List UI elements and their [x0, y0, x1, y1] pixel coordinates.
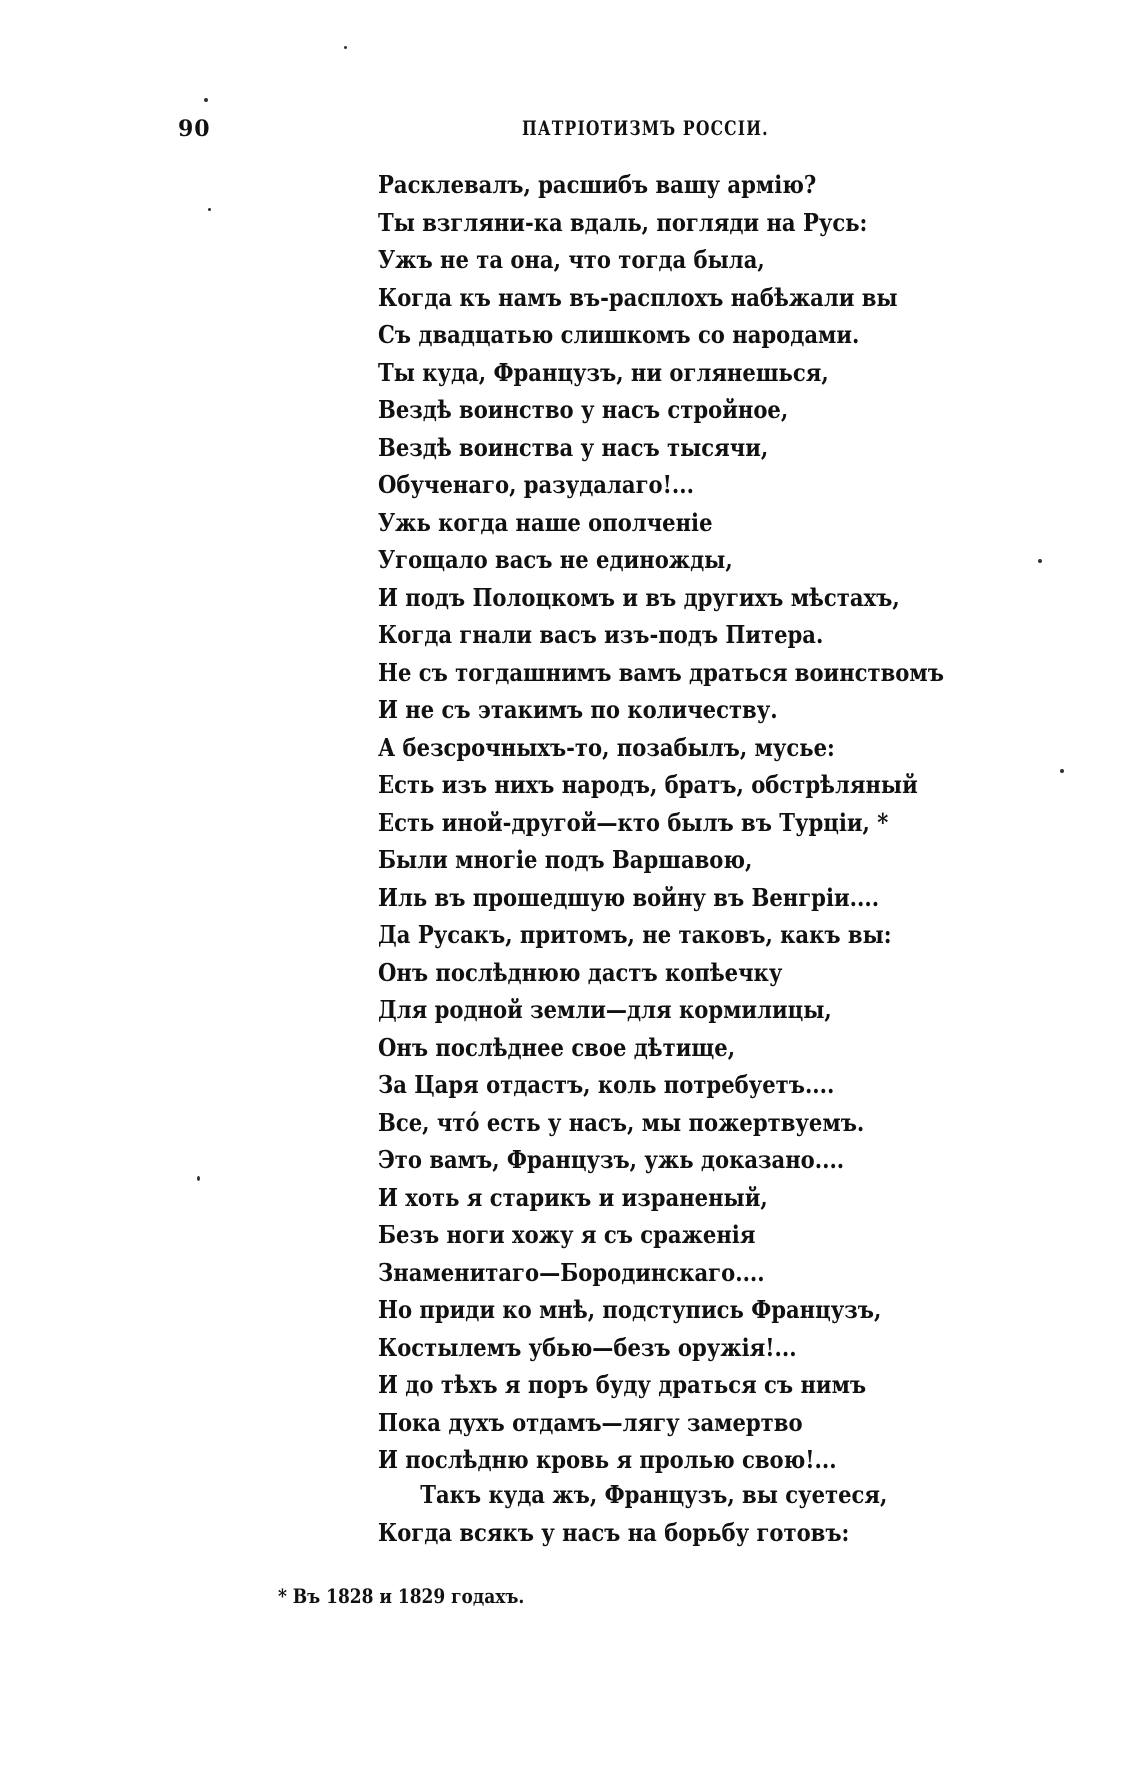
ink-speck: [344, 46, 347, 49]
ink-speck: [1038, 559, 1042, 563]
verse-line: Вездѣ воинство у насъ стройное,: [378, 395, 789, 424]
verse-line: Когда всякъ у насъ на борьбу готовъ:: [378, 1517, 850, 1547]
verse-line: Все, что́ есть у насъ, мы пожертвуемъ.: [378, 1107, 865, 1137]
verse-line: Ты куда, Французъ, ни оглянешься,: [378, 357, 829, 387]
verse-line: Ужъ не та она, что тогда была,: [378, 245, 765, 274]
footnote: * Въ 1828 и 1829 годахъ.: [278, 1584, 525, 1608]
verse-line: Костылемъ убью—безъ оружія!...: [378, 1332, 797, 1362]
ink-speck: [204, 98, 208, 102]
verse-line: Безъ ноги хожу я съ сраженія: [378, 1220, 756, 1249]
verse-line: Пока духъ отдамъ—лягу замертво: [378, 1407, 803, 1437]
verse-line: Онъ послѣднее свое дѣтище,: [378, 1032, 736, 1062]
verse-line: Иль въ прошедшую войну въ Венгріи....: [378, 882, 880, 912]
verse-line: Когда къ намъ въ-расплохъ набѣжали вы: [378, 282, 898, 312]
stanza: [378, 1476, 957, 1551]
verse-line: Есть иной-другой—кто былъ въ Турціи, *: [378, 807, 889, 837]
verse-line: И хоть я старикъ и израненый,: [378, 1182, 768, 1212]
verse-line: Угощало васъ не единожды,: [378, 545, 733, 574]
verse-line: Онъ послѣднюю дастъ копѣечку: [378, 957, 783, 987]
verse-line: И до тѣхъ я поръ буду драться съ нимъ: [378, 1370, 867, 1399]
verse-line: Да Русакъ, притомъ, не таковъ, какъ вы:: [378, 920, 892, 949]
page-number: 90: [178, 116, 211, 142]
verse-line: За Царя отдастъ, коль потребуетъ....: [378, 1070, 835, 1099]
running-title: ПАТРІОТИЗМЪ РОССІИ.: [522, 116, 769, 140]
ink-speck: [1060, 769, 1064, 773]
verse-line: А безсрочныхъ-то, позабылъ, мусье:: [378, 732, 835, 762]
verse-line: Для родной земли—для кормилицы,: [378, 995, 832, 1024]
ink-speck: [208, 208, 211, 211]
verse-line: Вездѣ воинства у насъ тысячи,: [378, 432, 769, 462]
verse-line: Расклевалъ, расшибъ вашу армію?: [378, 170, 817, 199]
verse-line: Такъ куда жъ, Французъ, вы суетеся,: [420, 1480, 888, 1509]
stanza: [378, 166, 1021, 1479]
verse-line: И подъ Полоцкомъ и въ другихъ мѣстахъ,: [378, 582, 900, 612]
verse-line: И послѣдню кровь я пролью свою!...: [378, 1445, 837, 1474]
verse-line: Съ двадцатью слишкомъ со народами.: [378, 320, 860, 349]
verse-line: Обученаго, разудалаго!...: [378, 470, 694, 499]
verse-line: Не съ тогдашнимъ вамъ драться воинствомъ: [378, 657, 944, 687]
verse-line: Ты взгляни-ка вдаль, погляди на Русь:: [378, 207, 868, 237]
verse-line: Ужь когда наше ополченіе: [378, 507, 713, 537]
verse-line: Но приди ко мнѣ, подступись Французъ,: [378, 1295, 882, 1324]
verse-line: Были многіе подъ Варшавою,: [378, 845, 753, 874]
verse-line: Это вамъ, Французъ, ужь доказано....: [378, 1145, 845, 1174]
verse-line: Есть изъ нихъ народъ, братъ, обстрѣляный: [378, 770, 918, 799]
ink-speck: [197, 1176, 200, 1181]
verse-line: Когда гнали васъ изъ-подъ Питера.: [378, 620, 824, 649]
verse-line: Знаменитаго—Бородинскаго....: [378, 1257, 765, 1287]
verse-line: И не съ этакимъ по количеству.: [378, 695, 778, 724]
